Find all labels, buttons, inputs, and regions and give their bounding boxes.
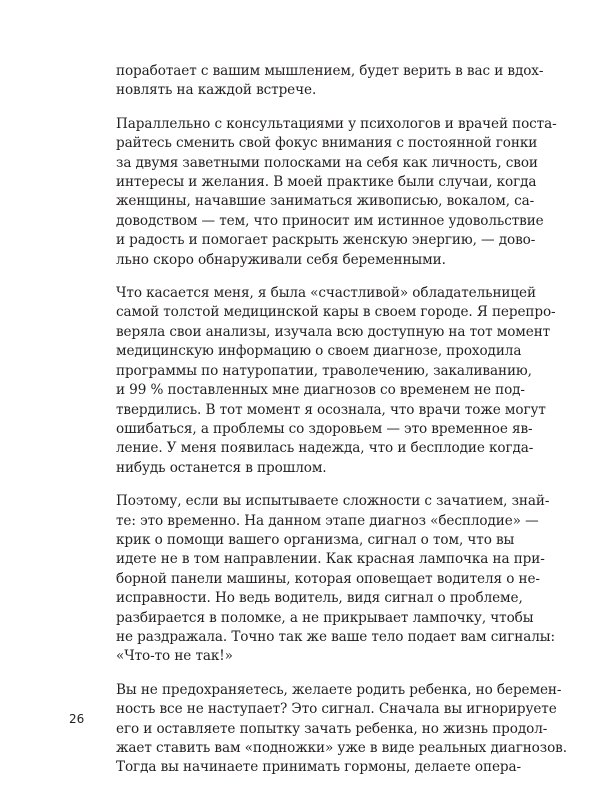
text-line: разбирается в поломке, а не прикрывает лампочку, чтобы: [116, 609, 534, 626]
text-line: Тогда вы начинаете принимать гормоны, делаете опера-: [116, 759, 521, 776]
paragraph-1: [116, 62, 544, 101]
text-line: борной панели машины, которая оповещает водителя о не-: [116, 570, 540, 587]
text-line: райтесь сменить свой фокус внимания с постоянной гонки: [116, 135, 538, 152]
text-line: ление. У меня появилась надежда, что и бесплодие когда-: [116, 440, 534, 457]
text-line: медицинскую информацию о своем диагнозе, проходила: [116, 343, 522, 360]
text-line: женщины, начавшие заниматься живописью, вокалом, са-: [116, 193, 535, 210]
text-line: твердились. В тот момент я осознала, что врачи тоже могут: [116, 401, 546, 418]
text-line: нибудь останется в прошлом.: [116, 459, 327, 476]
text-line: новлять на каждой встрече.: [116, 82, 317, 99]
text-line: исправности. Но ведь водитель, видя сигнал о проблеме,: [116, 590, 523, 607]
text-line: льно скоро обнаруживали себя беременными.: [116, 251, 446, 268]
body-text: [116, 62, 567, 792]
text-line: доводством — тем, что приносит им истинное удовольствие: [116, 212, 544, 229]
text-line: поработает с вашим мышлением, будет верить в вас и вдох-: [116, 63, 544, 79]
text-line: его и оставляете попытку зачать ребенка, но жизнь продол-: [116, 720, 548, 737]
text-line: и радость и помогает раскрыть женскую энергию, — дово-: [116, 232, 536, 249]
text-line: программы по натуропатии, траволечению, закаливанию,: [116, 362, 532, 379]
text-line: не раздражала. Точно так же ваше тело подает вам сигналы:: [116, 628, 555, 645]
text-line: веряла свои анализы, изучала всю доступную на тот момент: [116, 323, 551, 340]
text-line: идете не в том направлении. Как красная лампочка на при-: [116, 551, 545, 568]
text-line: Поэтому, если вы испытываете сложности с зачатием, знай-: [116, 493, 550, 510]
text-line: за двумя заветными полосками на себя как личность, свои: [116, 154, 538, 171]
paragraph-4: [116, 492, 555, 667]
text-line: и 99 % поставленных мне диагнозов со временем не под-: [116, 382, 525, 399]
text-line: жает ставить вам «подножки» уже в виде реальных диагнозов.: [116, 740, 567, 756]
text-line: Что касается меня, я была «счастливой» обладательницей: [116, 285, 536, 302]
paragraph-5: [116, 681, 567, 778]
text-line: ошибаться, а проблемы со здоровьем — это временное яв-: [116, 420, 533, 437]
text-line: «Что-то не так!»: [116, 648, 233, 665]
paragraph-2: [116, 115, 557, 270]
text-line: ность все не наступает? Это сигнал. Сначала вы игнорируете: [116, 701, 557, 718]
text-line: Параллельно с консультациями у психологов и врачей поста-: [116, 115, 557, 132]
page-number: 26: [69, 712, 85, 726]
text-line: те: это временно. На данном этапе диагноз «бесплодие» —: [116, 512, 539, 529]
text-line: крик о помощи вашего организма, сигнал о том, что вы: [116, 531, 515, 548]
paragraph-3: [116, 284, 556, 478]
text-line: Вы не предохраняетесь, желаете родить ребенка, но беремен-: [116, 681, 562, 698]
text-line: самой толстой медицинской кары в своем городе. Я перепро-: [116, 304, 556, 321]
text-line: интересы и желания. В моей практике были случаи, когда: [116, 174, 537, 191]
